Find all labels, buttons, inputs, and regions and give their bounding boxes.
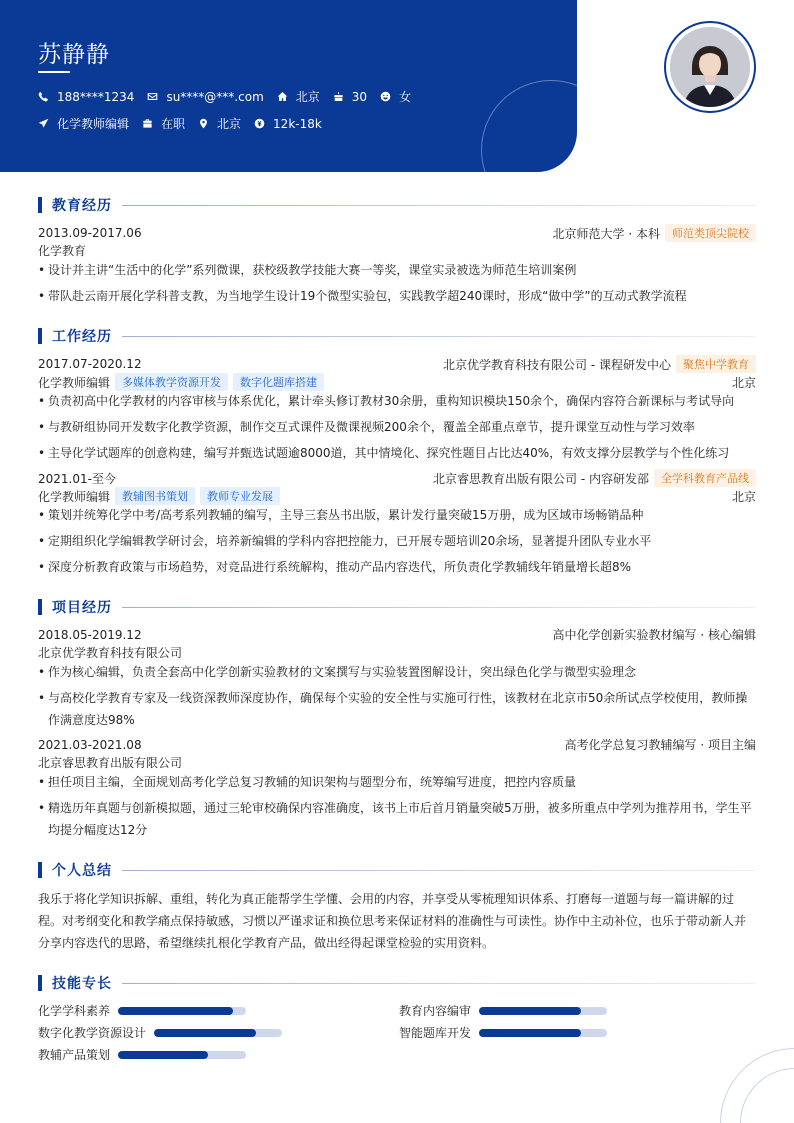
header-banner — [0, 0, 577, 172]
person-portrait-icon — [670, 27, 750, 107]
list-item: • 设计并主讲“生活中的化学”系列微课，获校级教学技能大赛一等奖，课堂实录被选为师范生培训案例 — [38, 259, 756, 281]
work-skill-tag: 数字化题库搭建 — [233, 373, 324, 391]
project-header — [38, 626, 756, 643]
phone-text: 188****1234 — [57, 89, 135, 104]
section-divider — [122, 870, 756, 871]
section-title-summary — [38, 861, 756, 879]
summary-text: 我乐于将化学知识拆解、重组，转化为真正能帮学生学懂、会用的内容，并享受从零梳理知识体系、打磨每一道题与每一篇讲解的过程。对考纲变化和教学痛点保持敏感，习惯以严谨求证和换位思考来保证材料的准确性与可读性。协作中主动补位，也乐于带动新人并分享内容迭代的思路，希望继续扎根化学教育产品，做出经得起课堂检验的实用资料。 — [38, 892, 747, 950]
project-period: 2018.05-2019.12 — [38, 627, 142, 642]
phone-icon — [38, 91, 49, 102]
project-org: 北京优学教育科技有限公司 — [38, 646, 183, 660]
section-divider — [122, 983, 756, 984]
cake-icon — [333, 91, 344, 102]
skill-bar — [479, 1029, 607, 1037]
phone-info — [38, 90, 134, 104]
skill-bar-fill — [154, 1029, 256, 1037]
education-major: 化学教育 — [38, 244, 87, 258]
target-city-text: 北京 — [217, 117, 242, 131]
work-skill-tag: 教师专业发展 — [200, 487, 280, 505]
section-title-text: 工作经历 — [52, 329, 112, 345]
list-item: • 主导化学试题库的创意构建，编写并甄选试题逾8000道，其中情境化、探究性题目占比达40%，有效支撑分层教学与个性化练习 — [38, 442, 756, 464]
skill-bar — [118, 1007, 246, 1015]
salary-info — [254, 117, 322, 131]
education-school: 北京师范大学 · 本科 — [552, 226, 660, 241]
work-period: 2017.07-2020.12 — [38, 357, 142, 371]
candidate-name: 苏静静 — [38, 42, 110, 68]
salary-text: 12k-18k — [273, 116, 322, 131]
project-org: 北京睿思教育出版有限公司 — [38, 756, 183, 770]
skill-name: 化学学科素养 — [38, 1004, 111, 1018]
work-role-row — [38, 373, 756, 391]
email-info — [147, 90, 263, 104]
age-info — [333, 90, 367, 104]
hometown-text: 北京 — [295, 90, 320, 104]
list-item: • 负责初高中化学教材的内容审核与体系优化，累计牵头修订教材30余册，重构知识模块150余个，确保内容符合新课标与考试导向 — [38, 390, 756, 412]
skill-bar-fill — [479, 1029, 581, 1037]
list-item: • 担任项目主编，全面规划高考化学总复习教辅的知识架构与题型分布，统筹编写进度，把控内容质量 — [38, 771, 756, 793]
section-marker — [38, 862, 42, 878]
work-role: 化学教师编辑 — [38, 375, 111, 390]
name-underline — [38, 71, 70, 73]
list-item: • 与教研组协同开发数字化教学资源，制作交互式课件及微课视频200余个，覆盖全部重点章节，提升课堂互动性与学习效率 — [38, 416, 756, 438]
section-divider — [122, 336, 756, 337]
home-icon — [277, 91, 288, 102]
work-city: 北京 — [731, 375, 756, 390]
project-period: 2021.03-2021.08 — [38, 737, 142, 752]
target-city-info — [198, 115, 241, 132]
send-icon — [38, 118, 49, 129]
skill-name: 教育内容编审 — [399, 1004, 472, 1018]
section-title-text: 个人总结 — [52, 863, 112, 879]
work-role: 化学教师编辑 — [38, 489, 111, 504]
email-text: su****@***.com — [166, 89, 264, 104]
section-title-text: 技能专长 — [52, 976, 112, 992]
skill-bar-fill — [118, 1007, 233, 1015]
skill-bar-fill — [118, 1051, 208, 1059]
work-header — [38, 355, 756, 373]
work-company: 北京优学教育科技有限公司 - 课程研发中心 — [443, 357, 671, 372]
list-item: • 定期组织化学编辑教学研讨会，培养新编辑的学科内容把控能力，已开展专题培训20余场，显著提升团队专业水平 — [38, 530, 756, 552]
work-company: 北京睿思教育出版有限公司 - 内容研发部 — [433, 471, 649, 486]
skill-item — [399, 1002, 607, 1019]
decorative-circle — [481, 80, 577, 172]
skill-bar — [479, 1007, 607, 1015]
education-major-row — [38, 242, 756, 259]
section-marker — [38, 599, 42, 615]
skill-bar — [118, 1051, 246, 1059]
section-title-project — [38, 598, 756, 616]
list-item: • 精选历年真题与创新模拟题，通过三轮审校确保内容准确度，该书上市后首月销量突破5万册，被多所重点中学列为推荐用书，学生平均提分幅度达12分 — [38, 797, 756, 841]
list-item: • 作为核心编辑，负责全套高中化学创新实验教材的文案撰写与实验装置图解设计，突出绿色化学与微型实验理念 — [38, 661, 756, 683]
section-divider — [122, 607, 756, 608]
skill-item — [38, 1002, 246, 1019]
skill-name: 教辅产品策划 — [38, 1048, 111, 1062]
section-marker — [38, 975, 42, 991]
gender-text: 女 — [399, 90, 412, 104]
project-org-row — [38, 644, 756, 661]
work-role-row — [38, 487, 756, 505]
project-title: 高中化学创新实验教材编写 · 核心编辑 — [552, 628, 756, 642]
project-org-row — [38, 754, 756, 771]
list-item: • 策划并统筹化学中考/高考系列教辅的编写，主导三套丛书出版，累计发行量突破15万册，成为区域市场畅销品种 — [38, 504, 756, 526]
section-marker — [38, 197, 42, 213]
list-item: • 与高校化学教育专家及一线资深教师深度协作，确保每个实验的安全性与实施可行性，该教材在北京市50余所试点学校使用，教师操作满意度达98% — [38, 687, 756, 731]
skill-bar-fill — [479, 1007, 581, 1015]
list-item: • 深度分析教育政策与市场趋势，对竞品进行系统解构，推动产品内容迭代，所负责化学教辅线年销量增长超8% — [38, 556, 756, 578]
section-marker — [38, 328, 42, 344]
skill-item — [38, 1046, 246, 1063]
work-period: 2021.01-至今 — [38, 471, 116, 486]
education-tag: 师范类顶尖院校 — [665, 224, 756, 242]
section-divider — [122, 205, 756, 206]
job-intent-row — [38, 115, 335, 132]
work-header — [38, 469, 756, 487]
gender-info — [380, 88, 411, 105]
skill-bar — [154, 1029, 282, 1037]
skill-name: 智能题库开发 — [399, 1026, 472, 1040]
briefcase-icon — [142, 118, 153, 129]
money-icon — [254, 118, 265, 129]
avatar-photo — [670, 27, 750, 107]
work-tag: 聚焦中学教育 — [676, 355, 756, 373]
age-text: 30 — [351, 89, 368, 104]
target-job-info — [38, 115, 129, 132]
target-job-text: 化学教师编辑 — [57, 117, 130, 131]
list-item: • 带队赴云南开展化学科普支教，为当地学生设计19个微型实验包，实践教学超240课时，形成“做中学”的互动式教学流程 — [38, 285, 756, 307]
section-title-work — [38, 327, 756, 345]
avatar — [664, 21, 756, 113]
skill-name: 数字化教学资源设计 — [38, 1026, 147, 1040]
contact-row — [38, 88, 424, 105]
education-header — [38, 224, 756, 242]
section-title-text: 教育经历 — [52, 198, 112, 214]
location-pin-icon — [198, 118, 209, 129]
skill-item — [38, 1024, 282, 1041]
section-title-education — [38, 196, 756, 214]
work-skill-tag: 教辅图书策划 — [115, 487, 195, 505]
hometown-info — [277, 88, 320, 105]
status-text: 在职 — [161, 117, 186, 131]
section-title-skills — [38, 974, 756, 992]
project-title: 高考化学总复习教辅编写 · 项目主编 — [564, 738, 756, 752]
status-info — [142, 115, 185, 132]
skill-item — [399, 1024, 607, 1041]
smile-icon — [380, 91, 391, 102]
work-skill-tag: 多媒体教学资源开发 — [115, 373, 228, 391]
project-header — [38, 736, 756, 753]
section-title-text: 项目经历 — [52, 600, 112, 616]
work-tag: 全学科教育产品线 — [654, 469, 756, 487]
mail-icon — [147, 91, 158, 102]
work-city: 北京 — [731, 489, 756, 504]
education-period: 2013.09-2017.06 — [38, 226, 142, 240]
